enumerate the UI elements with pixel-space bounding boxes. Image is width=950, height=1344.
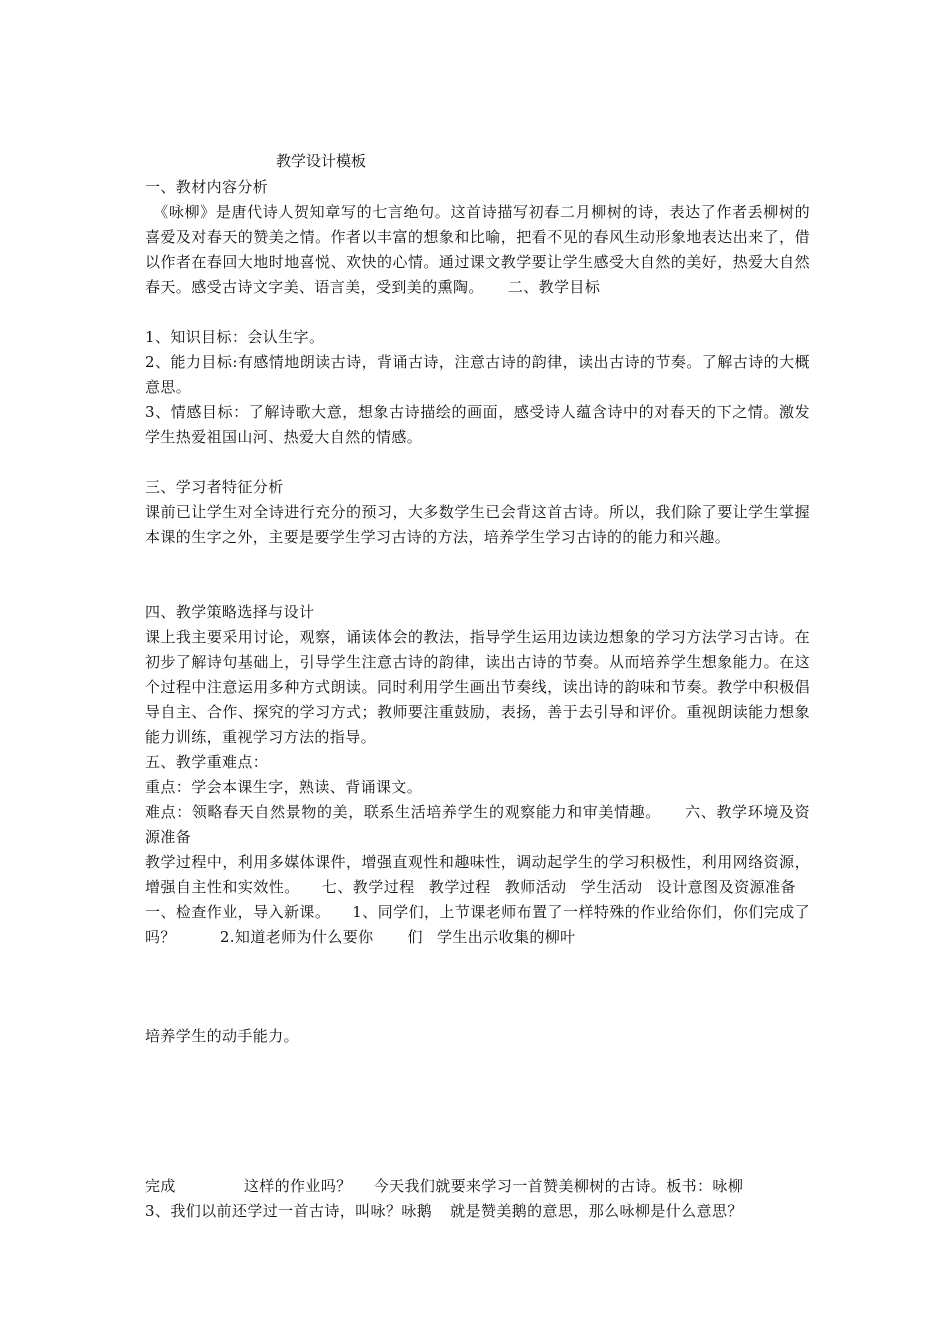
- s7-step-1: 一、检查作业，导入新课。: [145, 903, 331, 921]
- section-6-7: [145, 850, 810, 950]
- section-4-body: 课上我主要采用讨论，观察，诵读体会的教法，指导学生运用边读边想象的学习方法学习古诗。在初步了解诗句基础上，引导学生注意古诗的韵律，读出古诗的节奏。从而培养学生想象能力。在这个过程中注意运用多种方式朗读。同时利用学生画出节奏线，读出诗的韵味和节奏。教学中积极倡导自主、合作、探究的学习方式；教师要注重鼓励，表扬，善于去引导和评价。重视朗读能力想象能力训练，重视学习方法的指导。: [145, 628, 810, 746]
- s7-question-2d: 这样的作业吗？: [243, 1177, 352, 1195]
- s7-question-2b: 们: [407, 928, 423, 946]
- s7-line-complete: [145, 1175, 743, 1196]
- section-7-heading: 七、教学过程: [321, 878, 415, 896]
- s7-intent-text: 培养学生的动手能力。: [145, 1027, 300, 1045]
- goal-2: 2、能力目标:有感情地朗读古诗，背诵古诗，注意古诗的韵律，读出古诗的节奏。了解古诗的大概意思。: [145, 353, 810, 396]
- section-4-heading: 四、教学策略选择与设计: [145, 603, 315, 621]
- s7-intro: 今天我们就要来学习一首赞美柳树的古诗。板书：咏柳: [373, 1177, 744, 1195]
- s7-col-student: 学生活动: [580, 878, 643, 896]
- s7-line-question-3: [145, 1200, 743, 1221]
- section-3: [145, 475, 810, 550]
- section-5-heading: 五、教学重难点：: [145, 753, 269, 771]
- s7-student-activity: 学生出示收集的柳叶: [436, 928, 576, 946]
- document-title: 教学设计模板: [276, 152, 367, 170]
- section-6-heading: 六、教学环境及资源准备: [145, 803, 810, 846]
- section-3-heading: 三、学习者特征分析: [145, 478, 284, 496]
- s7-question-3b: 就是赞美鹅的意思，那么咏柳是什么意思？: [450, 1202, 743, 1220]
- section-2-goals: [145, 325, 810, 450]
- s7-question-3: 3、我们以前还学过一首古诗，叫咏？咏鹅: [145, 1202, 433, 1220]
- section-2-heading: 二、教学目标: [507, 278, 601, 296]
- section-4: [145, 600, 810, 750]
- goal-3: 3、情感目标：了解诗歌大意，想象古诗描绘的画面，感受诗人蕴含诗中的对春天的下之情。激发学生热爱祖国山河、热爱大自然的情感。: [145, 403, 810, 446]
- section-5: [145, 750, 810, 850]
- section-6-body: 教学过程中，利用多媒体课件，增强直观性和趣味性，调动起学生的学习积极性，利用网络资源，增强自主性和实效性。: [145, 853, 810, 896]
- section-1-heading: 一、教材内容分析: [145, 178, 269, 196]
- s7-question-1: 1、同学们，上节课老师布置了一样特殊的作业给你们，你们完成了吗？: [145, 903, 811, 946]
- section-1: [145, 175, 810, 300]
- key-point: 重点：学会本课生字，熟读、背诵课文。: [145, 778, 423, 796]
- s7-question-2a: 2.知道老师为什么要你: [219, 928, 374, 946]
- s7-col-process: 教学过程: [428, 878, 491, 896]
- s7-col-teacher: 教师活动: [504, 878, 567, 896]
- section-1-body: 《咏柳》是唐代诗人贺知章写的七言绝句。这首诗描写初春二月柳树的诗，表达了作者丢柳树的喜爱及对春天的赞美之情。作者以丰富的想象和比喻，把看不见的春风生动形象地表达出来了，借以作者在春回大地时地喜悦、欢快的心情。通过课文教学要让学生感受大自然的美好，热爱大自然春天。感受古诗文字美、语言美，受到美的熏陶。: [145, 203, 810, 296]
- s7-col-intent: 设计意图及资源准备: [656, 878, 796, 896]
- section-3-body: 课前已让学生对全诗进行充分的预习，大多数学生已会背这首古诗。所以，我们除了要让学生掌握本课的生字之外，主要是要学生学习古诗的方法，培养学生学习古诗的的能力和兴趣。: [145, 503, 810, 546]
- goal-1: 1、知识目标：会认生字。: [145, 328, 325, 346]
- s7-question-2c: 完成: [145, 1177, 176, 1195]
- hard-point: 难点：领略春天自然景物的美，联系生活培养学生的观察能力和审美情趣。: [145, 803, 661, 821]
